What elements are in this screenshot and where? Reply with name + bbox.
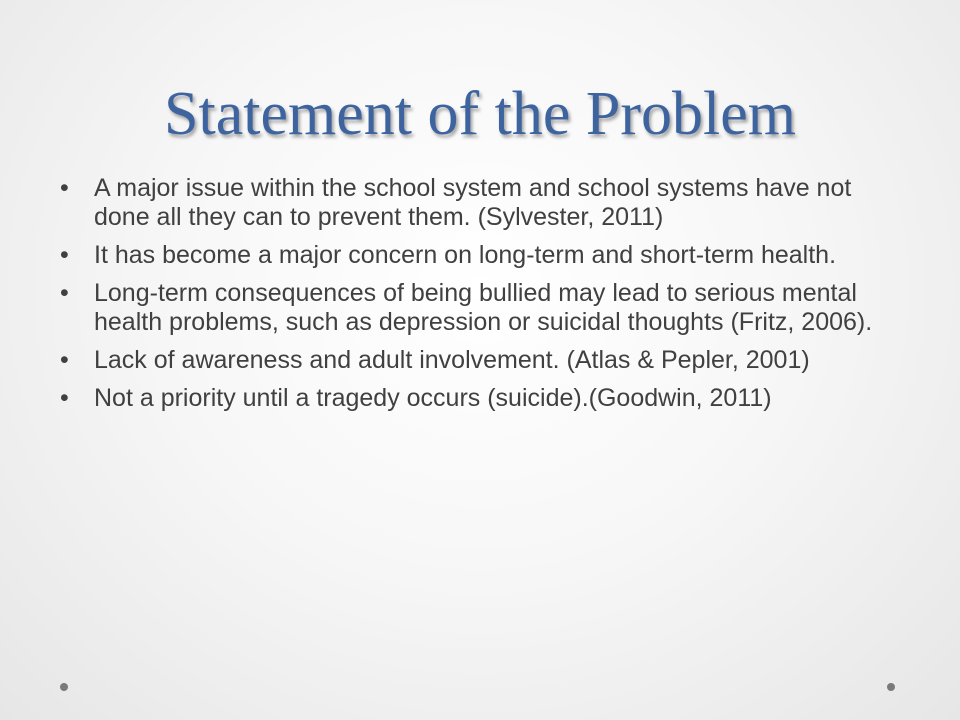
bullet-item xyxy=(60,174,890,232)
corner-dot-right-icon xyxy=(887,683,895,691)
bullet-list xyxy=(60,174,890,422)
bullet-text: A major issue within the school system and school systems have not done all they can to prevent them. (Sylvester, 2011) xyxy=(94,174,852,231)
bullet-icon: • xyxy=(60,174,69,202)
bullet-icon: • xyxy=(60,346,69,374)
bullet-item xyxy=(60,384,890,413)
bullet-item xyxy=(60,241,890,270)
bullet-icon: • xyxy=(60,241,69,269)
bullet-text: Lack of awareness and adult involvement. (Atlas & Pepler, 2001) xyxy=(94,346,810,374)
corner-dot-left-icon xyxy=(60,683,68,691)
bullet-item xyxy=(60,346,890,375)
bullet-text: Long-term consequences of being bullied may lead to serious mental health problems, such as depression or suicidal thoughts (Fritz, 2006). xyxy=(94,279,873,336)
bullet-text: Not a priority until a tragedy occurs (suicide).(Goodwin, 2011) xyxy=(94,384,772,412)
bullet-item xyxy=(60,279,890,337)
bullet-text: It has become a major concern on long-term and short-term health. xyxy=(94,241,837,269)
bullet-icon: • xyxy=(60,279,69,307)
slide-title: Statement of the Problem xyxy=(164,80,796,148)
bullet-icon: • xyxy=(60,384,69,412)
